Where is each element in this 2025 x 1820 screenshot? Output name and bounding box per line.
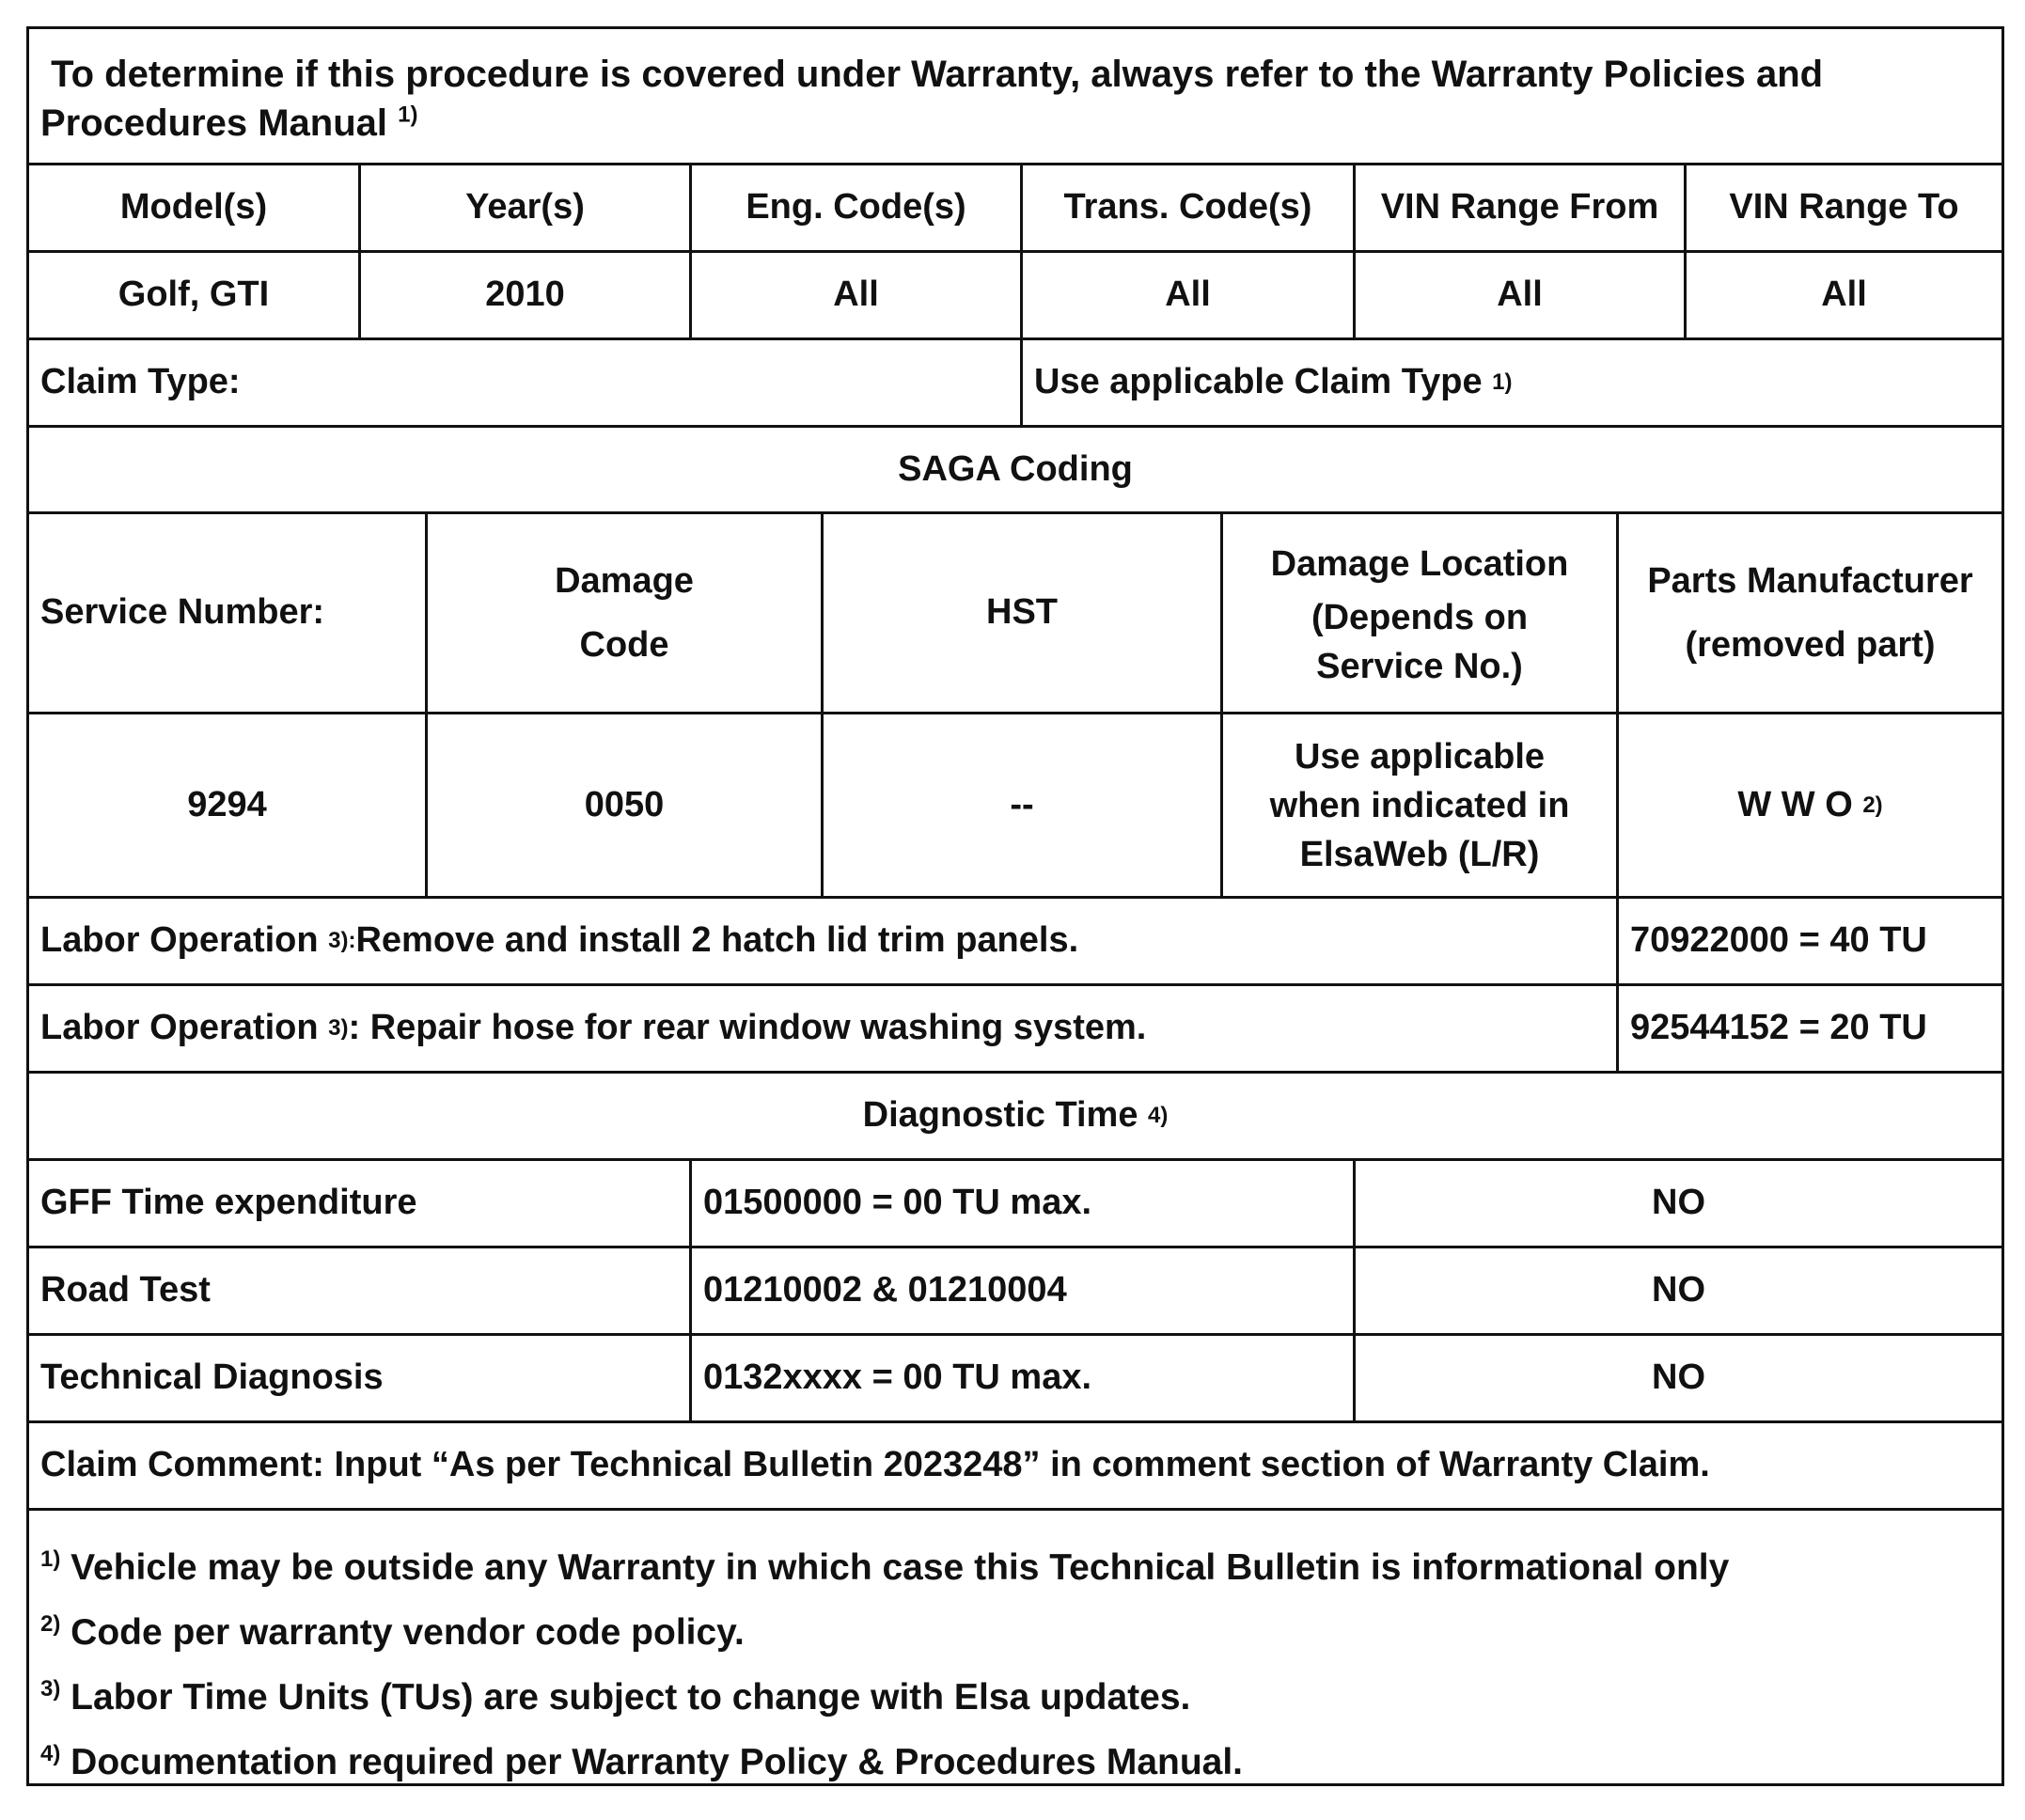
header-parts-manufacturer-line-2: (removed part) <box>1685 625 1936 665</box>
value-eng-codes: All <box>689 253 1020 337</box>
saga-header-row <box>29 511 2001 712</box>
header-hst: HST <box>821 514 1220 712</box>
diagnostic-value: NO <box>1353 1336 2001 1420</box>
labor-operation-row <box>29 896 2001 983</box>
header-damage-location-line-3: Service No.) <box>1316 647 1523 686</box>
value-vin-from: All <box>1353 253 1684 337</box>
warranty-table <box>26 26 2004 1786</box>
claim-comment: Claim Comment: Input “As per Technical Bulletin 2023248” in comment section of Warranty Claim. <box>40 1445 1710 1485</box>
labor-operation-code: 70922000 = 40 TU <box>1616 899 2001 983</box>
value-parts-manufacturer: W W O 2) <box>1616 714 2001 896</box>
value-parts-manufacturer-text: W W O <box>1737 784 1853 824</box>
saga-title-row <box>29 425 2001 511</box>
header-parts-manufacturer <box>1616 514 2001 712</box>
claim-type-label: Claim Type: <box>40 362 241 402</box>
value-damage-location-line-3: ElsaWeb (L/R) <box>1299 834 1540 874</box>
diagnostic-row <box>29 1333 2001 1420</box>
footnotes-divider <box>29 1508 2001 1511</box>
diagnostic-title-row <box>29 1071 2001 1158</box>
footnote-text: Labor Time Units (TUs) are subject to change with Elsa updates. <box>60 1677 1191 1718</box>
header-footnote-ref: 1) <box>398 102 418 128</box>
claim-type-value: Use applicable Claim Type 1) <box>1020 340 2001 425</box>
header-vin-from: VIN Range From <box>1353 165 1684 250</box>
diagnostic-label: Technical Diagnosis <box>40 1357 384 1398</box>
value-service-number: 9294 <box>187 784 267 824</box>
footnote-number: 2) <box>40 1611 61 1637</box>
saga-value-row <box>29 712 2001 896</box>
header-line-2: Procedures Manual <box>40 102 388 144</box>
diagnostic-label: Road Test <box>40 1270 211 1310</box>
footnote-item <box>40 1665 1990 1730</box>
header-eng-codes: Eng. Code(s) <box>689 165 1020 250</box>
saga-title: SAGA Coding <box>898 448 1133 489</box>
warranty-header <box>40 50 1990 148</box>
vehicle-value-row <box>29 250 2001 337</box>
header-damage-code-line-1: Damage <box>555 561 694 601</box>
header-damage-location <box>1220 514 1616 712</box>
footnote-item <box>40 1535 1990 1600</box>
labor-operation-text: Remove and install 2 hatch lid trim panels. <box>355 920 1079 961</box>
footnotes <box>40 1535 1990 1795</box>
value-trans-codes: All <box>1020 253 1353 337</box>
header-models: Model(s) <box>119 187 268 228</box>
labor-operation-row <box>29 983 2001 1071</box>
value-damage-location <box>1220 714 1616 896</box>
diagnostic-code: 01210002 & 01210004 <box>689 1248 1353 1333</box>
header-parts-manufacturer-line-1: Parts Manufacturer <box>1647 561 1973 601</box>
value-damage-location-line-1: Use applicable <box>1294 736 1546 777</box>
value-damage-location-line-2: when indicated in <box>1269 785 1570 825</box>
diagnostic-row <box>29 1246 2001 1333</box>
diagnostic-code: 01500000 = 00 TU max. <box>689 1161 1353 1246</box>
header-line-1: To determine if this procedure is covered under Warranty, always refer to the Warranty Policies and <box>51 54 1824 95</box>
diagnostic-code: 0132xxxx = 00 TU max. <box>689 1336 1353 1420</box>
header-damage-code <box>425 514 821 712</box>
labor-operation-text: : Repair hose for rear window washing system. <box>348 1008 1147 1048</box>
labor-operation-label: Labor Operation <box>40 920 319 961</box>
claim-type-text: Use applicable Claim Type <box>1034 362 1483 402</box>
claim-type-row <box>29 337 2001 425</box>
header-damage-location-line-2: (Depends on <box>1311 598 1529 637</box>
claim-comment-row <box>29 1420 2001 1508</box>
footnote-text: Vehicle may be outside any Warranty in which case this Technical Bulletin is informational only <box>60 1547 1730 1588</box>
footnote-text: Code per warranty vendor code policy. <box>60 1612 745 1653</box>
footnote-item <box>40 1600 1990 1665</box>
header-damage-code-line-2: Code <box>579 625 669 665</box>
value-damage-code: 0050 <box>425 714 821 896</box>
diagnostic-title: Diagnostic Time 4) <box>29 1074 2001 1158</box>
diagnostic-row <box>29 1158 2001 1246</box>
value-hst: -- <box>821 714 1220 896</box>
diagnostic-title-text: Diagnostic Time <box>862 1095 1138 1136</box>
value-vin-to: All <box>1684 253 2001 337</box>
header-service-number: Service Number: <box>40 592 325 633</box>
footnote-item <box>40 1730 1990 1795</box>
diagnostic-value: NO <box>1353 1248 2001 1333</box>
vehicle-header-row <box>29 163 2001 250</box>
header-years: Year(s) <box>358 165 689 250</box>
labor-operation-label: Labor Operation <box>40 1008 319 1048</box>
labor-operation-description: Labor Operation 3) : Repair hose for rear window washing system. <box>29 986 1616 1071</box>
footnote-text: Documentation required per Warranty Policy & Procedures Manual. <box>60 1742 1244 1782</box>
footnote-number: 3) <box>40 1676 61 1702</box>
diagnostic-label: GFF Time expenditure <box>40 1183 417 1223</box>
labor-operation-code: 92544152 = 20 TU <box>1616 986 2001 1071</box>
value-years: 2010 <box>358 253 689 337</box>
value-models: Golf, GTI <box>118 275 270 315</box>
header-damage-location-line-1: Damage Location <box>1270 544 1569 584</box>
footnote-number: 1) <box>40 1546 61 1572</box>
diagnostic-value: NO <box>1353 1161 2001 1246</box>
header-trans-codes: Trans. Code(s) <box>1020 165 1353 250</box>
footnote-number: 4) <box>40 1741 61 1766</box>
header-vin-to: VIN Range To <box>1684 165 2001 250</box>
labor-operation-description: Labor Operation 3): Remove and install 2 hatch lid trim panels. <box>29 899 1616 983</box>
